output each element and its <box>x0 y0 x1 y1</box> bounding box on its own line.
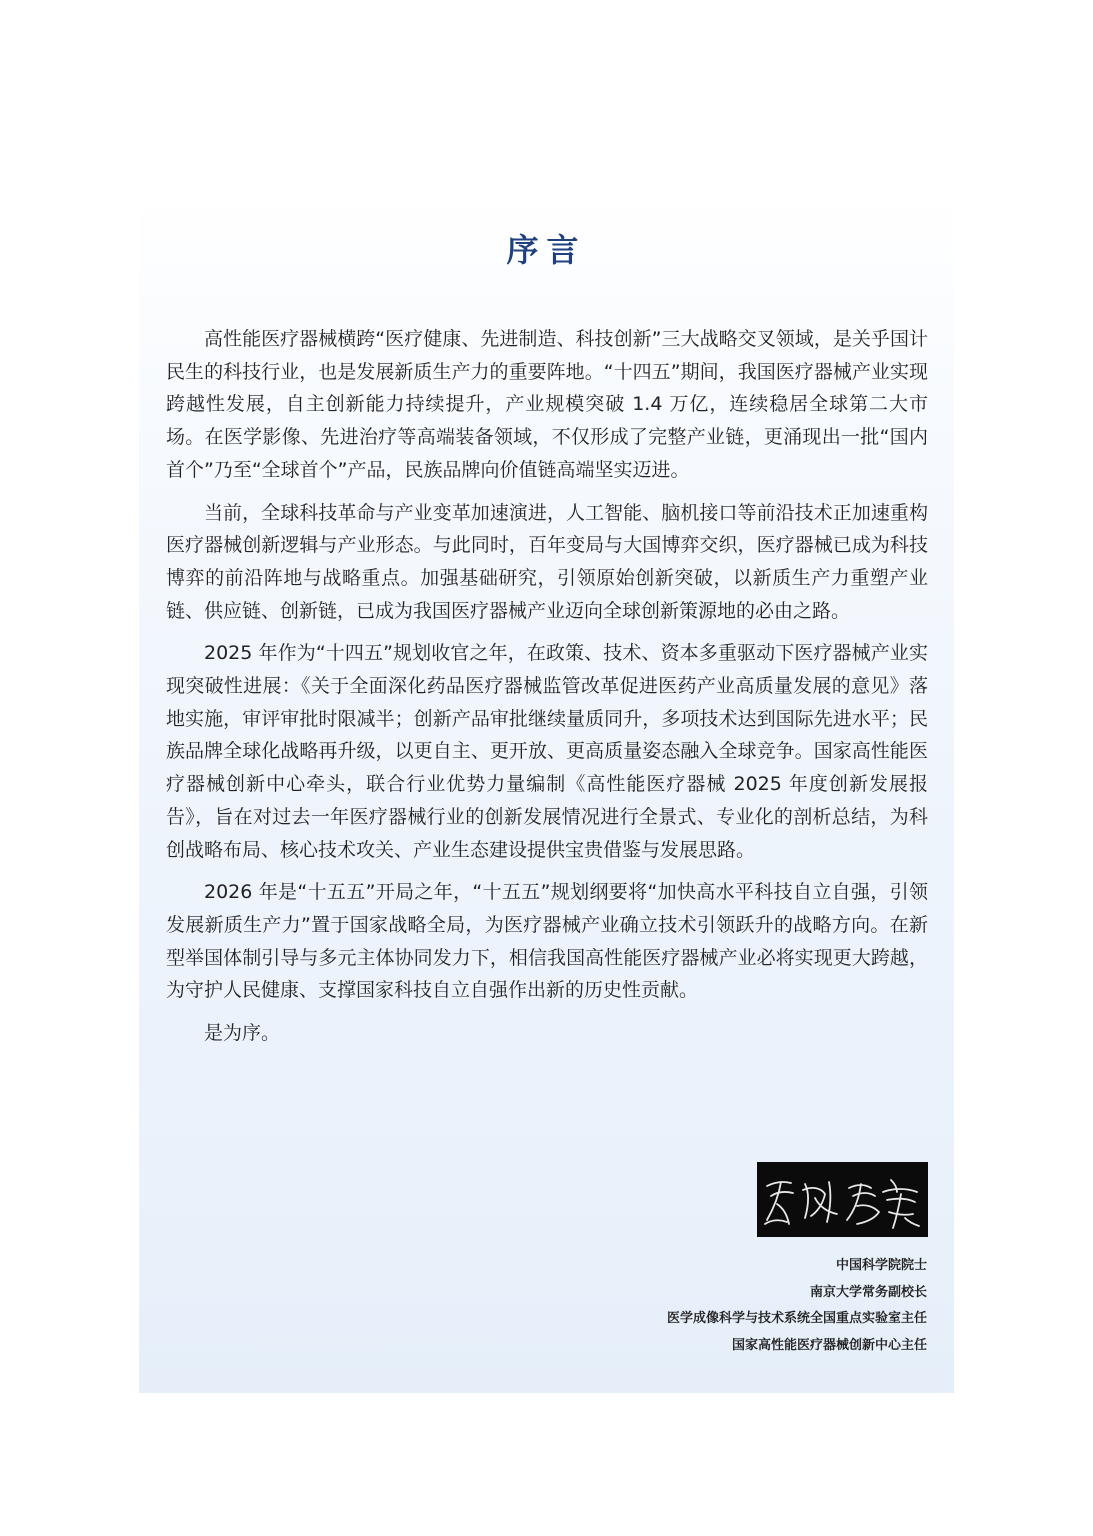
paragraph-3: 2025 年作为“十四五”规划收官之年，在政策、技术、资本多重驱动下医疗器械产业实现突破性进展：《关于全面深化药品医疗器械监管改革促进医药产业高质量发展的意见》落地实施，审评审批时限减半；创新产品审批继续量质同升，多项技术达到国际先进水平；民族品牌全球化战略再升级，以更自主、更开放、更高质量姿态融入全球竞争。国家高性能医疗器械创新中心牵头，联合行业优势力量编制《高性能医疗器械 2025 年度创新发展报告》，旨在对过去一年医疗器械行业的创新发展情况进行全景式、专业化的剖析总结，为科创战略布局、核心技术攻关、产业生态建设提供宝贵借鉴与发展思路。 <box>166 642 928 861</box>
author-title-4: 国家高性能医疗器械创新中心主任 <box>731 1337 927 1353</box>
paragraph-2: 当前，全球科技革命与产业变革加速演进，人工智能、脑机接口等前沿技术正加速重构医疗器械创新逻辑与产业形态。与此同时，百年变局与大国博弈交织，医疗器械已成为科技博弈的前沿阵地与战略重点。加强基础研究，引领原始创新突破，以新质生产力重塑产业链、供应链、创新链，已成为我国医疗器械产业迈向全球创新策源地的必由之路。 <box>166 501 928 622</box>
author-title-3: 医学成像科学与技术系统全国重点实验室主任 <box>666 1311 927 1326</box>
author-titles <box>667 1253 927 1359</box>
closing-line: 是为序。 <box>204 1022 281 1045</box>
author-title-1: 中国科学院院士 <box>835 1258 927 1273</box>
signature-image <box>757 1162 928 1237</box>
paragraph-4: 2026 年是“十五五”开局之年，“十五五”规划纲要将“加快高水平科技自立自强，引领发展新质生产力”置于国家战略全局，为医疗器械产业确立技术引领跃升的战略方向。在新型举国体制引导与多元主体协同发力下，相信我国高性能医疗器械产业必将实现更大跨越，为守护人民健康、支撑国家科技自立自强作出新的历史性贡献。 <box>166 881 928 1002</box>
paragraph-1: 高性能医疗器械横跨“医疗健康、先进制造、科技创新”三大战略交叉领域，是关乎国计民生的科技行业，也是发展新质生产力的重要阵地。“十四五”期间，我国医疗器械产业实现跨越性发展，自主创新能力持续提升，产业规模突破 1.4 万亿，连续稳居全球第二大市场。在医学影像、先进治疗等高端装备领域，不仅形成了完整产业链，更涌现出一批“国内首个”乃至“全球首个”产品，民族品牌向价值链高端坚实迈进。 <box>166 328 928 481</box>
signature-strokes <box>757 1162 928 1237</box>
author-title-2: 南京大学常务副校长 <box>809 1284 927 1300</box>
preface-body <box>166 323 928 1050</box>
page-title: 序言 <box>506 231 587 269</box>
